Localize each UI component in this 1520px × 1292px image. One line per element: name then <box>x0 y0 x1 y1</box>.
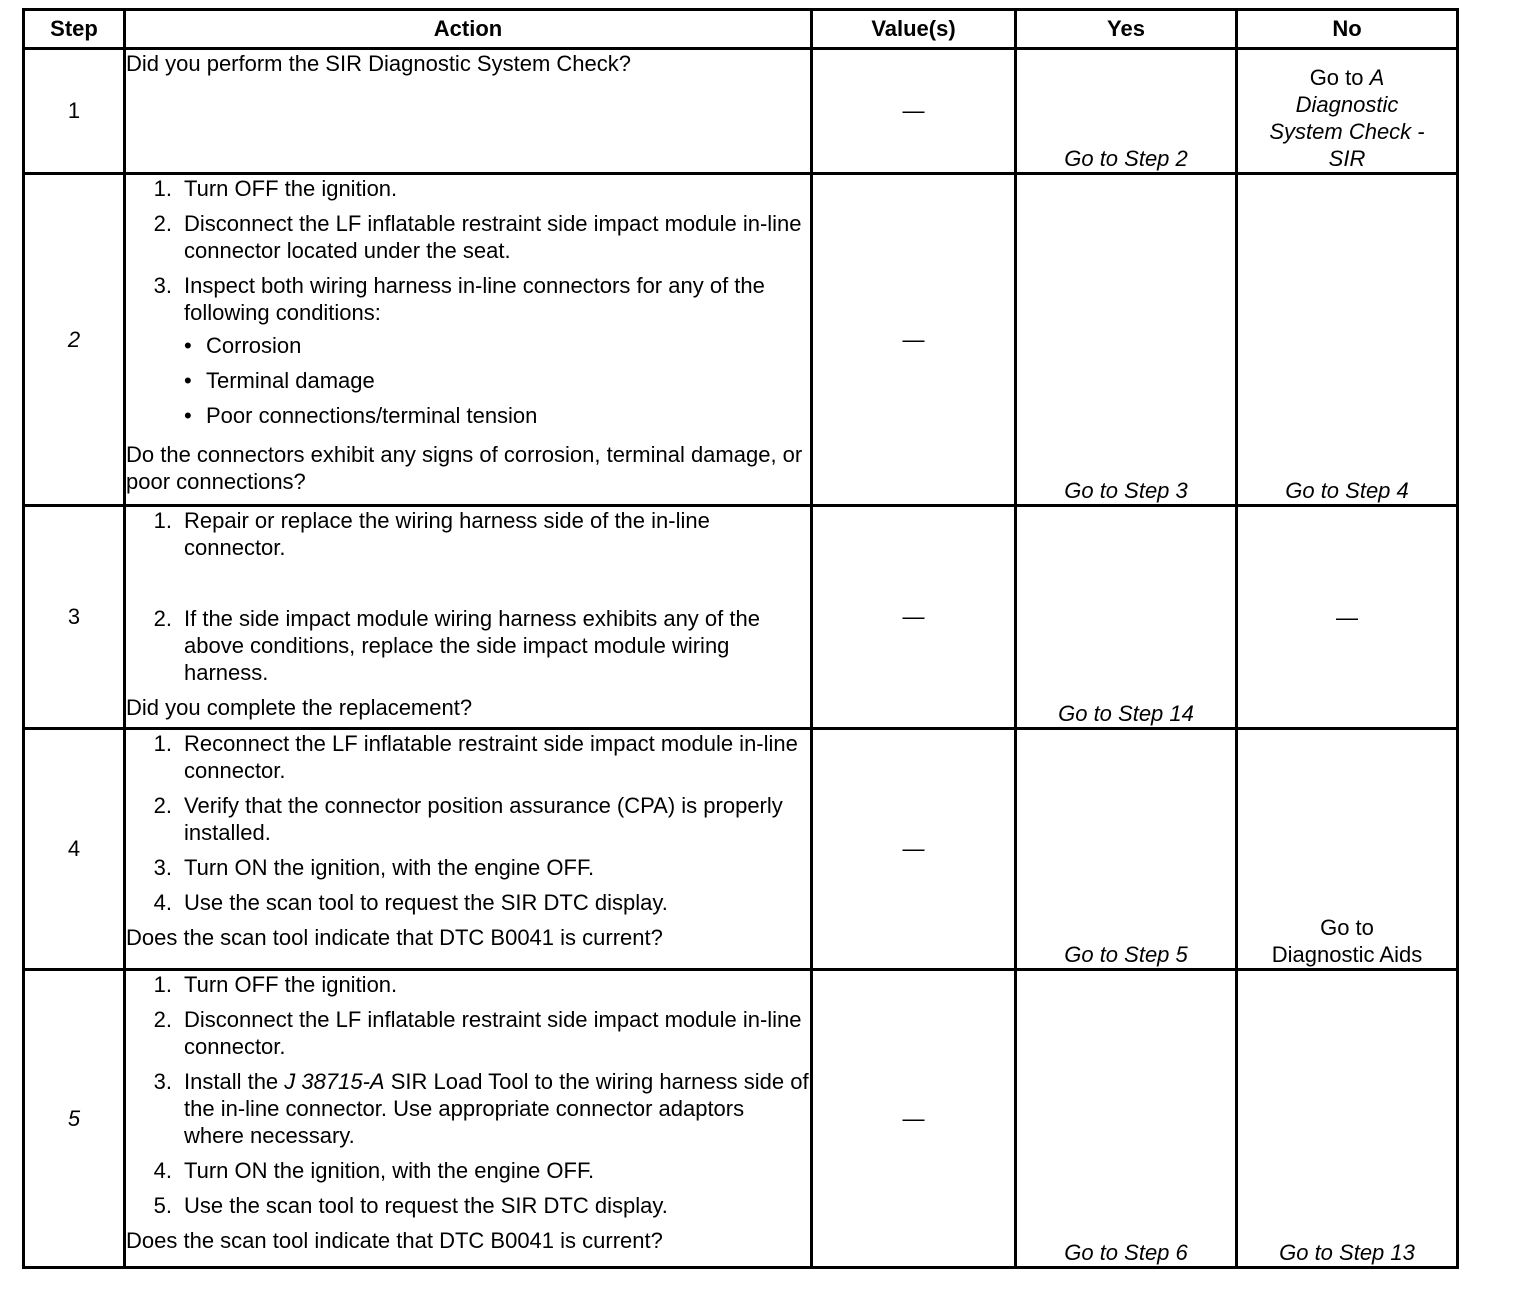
table-row <box>24 174 1458 506</box>
action-step: 2. If the side impact module wiring harness exhibits any of the above conditions, replace the side impact module wiring harness. <box>153 606 760 685</box>
action-steps <box>126 507 810 686</box>
action-step: 1. Reconnect the LF inflatable restraint side impact module in-line connector. <box>153 731 798 783</box>
action-question: Does the scan tool indicate that DTC B0041 is current? <box>126 925 663 950</box>
step-number: 2 <box>24 174 125 506</box>
header-step: Step <box>24 10 125 49</box>
no-link[interactable]: Go to Step 4 <box>1237 174 1458 506</box>
no-cell[interactable] <box>1237 729 1458 970</box>
step-number: 4 <box>24 729 125 970</box>
action-step: 2. Disconnect the LF inflatable restraint side impact module in-line connector. <box>153 1007 802 1059</box>
action-cell <box>125 174 812 506</box>
no-link[interactable]: Go to Step 13 <box>1237 970 1458 1268</box>
action-step: 3. Turn ON the ignition, with the engine OFF. <box>153 855 595 880</box>
condition-item: • Corrosion <box>184 333 302 358</box>
step-number: 5 <box>24 970 125 1268</box>
no-prefix: Go to <box>1320 915 1374 940</box>
action-cell <box>125 970 812 1268</box>
header-yes: Yes <box>1016 10 1237 49</box>
action-steps <box>126 730 810 916</box>
header-action: Action <box>125 10 812 49</box>
action-step: 4. Use the scan tool to request the SIR DTC display. <box>153 890 668 915</box>
action-question: Do the connectors exhibit any signs of corrosion, terminal damage, or poor connections? <box>126 442 803 494</box>
action-steps <box>126 175 810 437</box>
table-row <box>24 49 1458 174</box>
action-step: 5. Use the scan tool to request the SIR DTC display. <box>153 1193 668 1218</box>
step-number: 3 <box>24 506 125 729</box>
yes-link[interactable]: Go to Step 6 <box>1016 970 1237 1268</box>
no-cell: — <box>1237 506 1458 729</box>
tool-name: J 38715-A <box>284 1069 385 1094</box>
action-question: Did you complete the replacement? <box>126 695 473 720</box>
value-cell: — <box>812 729 1016 970</box>
no-cell[interactable] <box>1237 49 1458 174</box>
action-step: 1. Turn OFF the ignition. <box>153 176 398 201</box>
step-number: 1 <box>24 49 125 174</box>
value-cell: — <box>812 174 1016 506</box>
action-step: 2. Disconnect the LF inflatable restraint side impact module in-line connector located under the seat. <box>153 211 802 263</box>
action-step: 2. Verify that the connector position assurance (CPA) is properly installed. <box>153 793 783 845</box>
action-step: 1. Turn OFF the ignition. <box>153 972 398 997</box>
yes-link[interactable]: Go to Step 14 <box>1016 506 1237 729</box>
action-steps <box>126 971 810 1219</box>
action-cell <box>125 729 812 970</box>
condition-list <box>184 332 810 429</box>
action-question: Does the scan tool indicate that DTC B0041 is current? <box>126 1228 663 1253</box>
table-row <box>24 506 1458 729</box>
header-no: No <box>1237 10 1458 49</box>
yes-link[interactable]: Go to Step 5 <box>1016 729 1237 970</box>
yes-link[interactable]: Go to Step 3 <box>1016 174 1237 506</box>
action-cell <box>125 506 812 729</box>
no-link[interactable]: Diagnostic Aids <box>1271 942 1423 967</box>
no-link[interactable]: A Diagnostic System Check - SIR <box>1269 65 1425 171</box>
action-step: 1. Repair or replace the wiring harness side of the in-line connector. <box>153 508 710 560</box>
table-row <box>24 729 1458 970</box>
no-prefix: Go to <box>1309 65 1364 90</box>
action-question: Did you perform the SIR Diagnostic System Check? <box>126 51 631 76</box>
header-values: Value(s) <box>812 10 1016 49</box>
condition-item: • Terminal damage <box>184 368 375 393</box>
action-cell <box>125 49 812 174</box>
value-cell: — <box>812 506 1016 729</box>
condition-item: • Poor connections/terminal tension <box>184 403 538 428</box>
header-row <box>24 10 1458 49</box>
diagnostic-table <box>22 8 1459 1269</box>
value-cell: — <box>812 970 1016 1268</box>
table-row <box>24 970 1458 1268</box>
action-step: 3. Inspect both wiring harness in-line connectors for any of the following conditions: • Corrosion • Terminal damage • Poor connections/terminal tension <box>126 272 810 437</box>
value-cell: — <box>812 49 1016 174</box>
yes-link[interactable]: Go to Step 2 <box>1016 49 1237 174</box>
action-step: 4. Turn ON the ignition, with the engine OFF. <box>153 1158 595 1183</box>
action-step: 3. Install the J 38715-A SIR Load Tool to the wiring harness side of the in-line connector. Use appropriate connector adaptors where necessary. <box>153 1069 809 1148</box>
